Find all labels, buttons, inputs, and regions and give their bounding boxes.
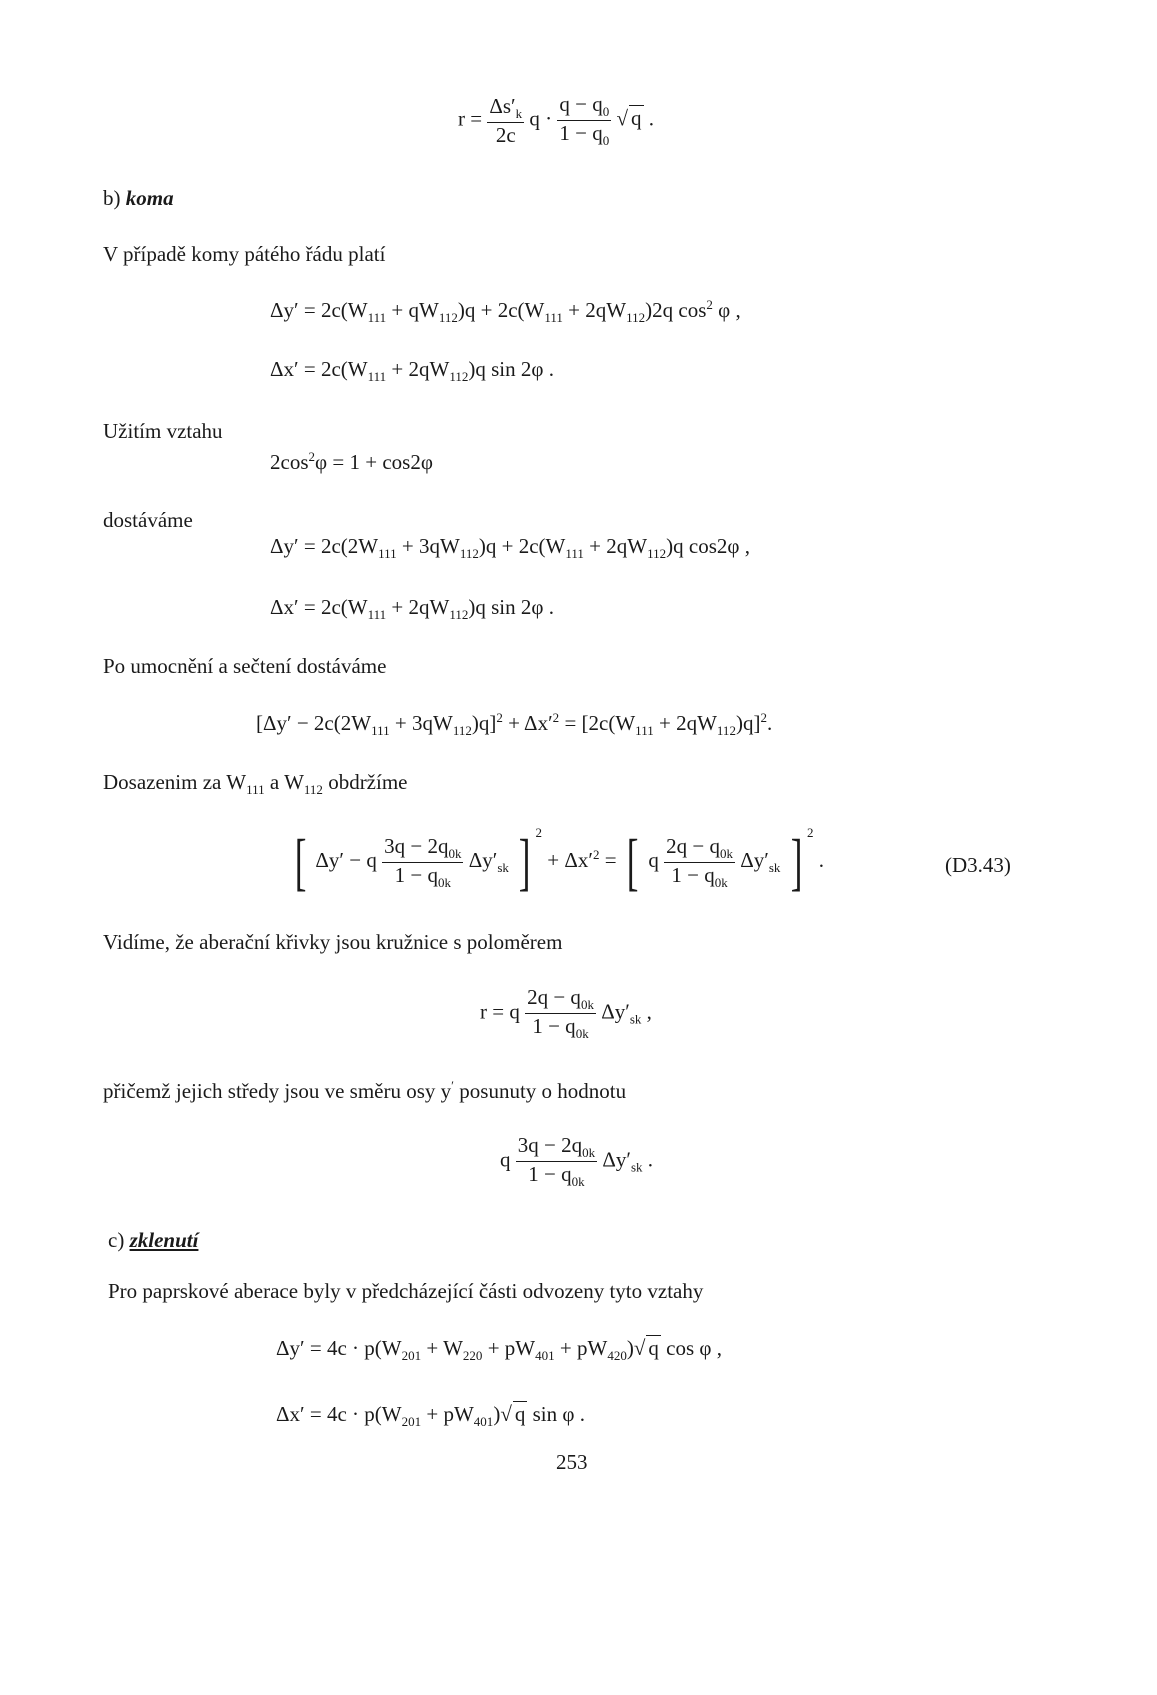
eq-text: . [766,711,773,735]
equation-d3-43 [290,825,824,898]
superscript: 2 [496,710,503,725]
subscript: 111 [367,310,387,326]
eq-text: + 2qW [583,534,648,558]
superscript: 2 [806,825,814,840]
sqrt-radicand: q [514,1402,526,1426]
equation-dx-field-curvature [276,1402,585,1430]
eq-text: 1 − q [528,1162,572,1187]
eq-text: 1 − q [559,121,603,146]
eq-text: + 2qW [386,595,450,619]
fraction [664,834,735,891]
subscript: 420 [607,1348,627,1364]
subscript: 112 [449,369,469,385]
superscript: 2 [535,825,542,840]
eq-text: + Δx′ [547,848,593,872]
eq-text: φ = 1 + cos2φ [315,450,433,474]
left-bracket: [ [294,826,307,898]
eq-text: = [604,848,617,872]
subscript: 201 [401,1348,422,1364]
eq-text: )2q cos [645,298,707,322]
superscript: 2 [592,847,600,862]
eq-text: Δy′ [468,848,498,872]
eq-text: )q] [471,711,497,735]
subscript: 0k [580,997,594,1013]
eq-text: ) [493,1402,501,1426]
eq-text: Δy′ [740,848,769,872]
subscript: 220 [462,1348,483,1364]
denominator [516,1161,597,1190]
fraction [516,1133,597,1190]
eq-text: 2q − q [666,833,720,858]
numerator [487,94,524,122]
section-prefix: c) [108,1228,125,1252]
equation-dy-expanded [270,534,750,562]
equation-radius [480,985,652,1042]
equation-label: (D3.43) [945,853,1011,877]
section-title: zklenutí [129,1228,199,1252]
superscript: 2 [706,297,713,312]
eq-text: Dosazenim za W [103,770,247,794]
subscript: 111 [544,310,563,326]
denominator [525,1013,596,1042]
eq-text: + pW [421,1402,474,1426]
subscript: 111 [367,607,387,623]
eq-text: q [648,848,659,872]
eq-text: )q + 2c(W [457,298,545,322]
subscript: 111 [367,369,387,385]
subscript: sk [629,1011,642,1027]
eq-text: q · [529,106,553,131]
section-heading-c [108,1228,198,1253]
denominator [382,862,463,891]
fraction [525,985,596,1042]
eq-text: q [500,1147,511,1172]
eq-text: . [818,848,824,872]
sqrt-symbol: √ [500,1402,512,1426]
sqrt-symbol: √ [633,1336,646,1360]
eq-text: + 2qW [653,711,717,735]
superscript: 2 [308,449,316,464]
subscript: 401 [535,1348,555,1364]
fraction [487,94,524,147]
eq-text: Δy′ [601,999,630,1024]
subscript: 0k [571,1174,585,1190]
eq-text: + Δx′ [502,711,553,735]
subscript: k [515,106,523,122]
superscript: ′ [451,1078,455,1093]
paragraph: Užitím vztahu [103,419,223,443]
equation-dx-repeat [270,595,554,623]
sqrt-radicand: q [648,1336,659,1360]
eq-text: q − q [559,92,603,116]
subscript: 0k [714,874,728,890]
equation-center-shift [500,1133,653,1190]
eq-text: [Δy′ − 2c(2W [256,711,372,735]
subscript: 112 [438,310,458,326]
numerator [382,834,463,862]
subscript: 0 [602,133,610,149]
eq-text: + 3qW [396,534,460,558]
equation-squared-sum [256,710,772,739]
eq-text: + 2qW [386,357,450,381]
subscript: 111 [378,546,397,562]
subscript: 112 [452,723,472,739]
eq-text: 1 − q [671,862,715,887]
paragraph [103,1078,626,1104]
eq-text: = [2c(W [559,711,636,735]
denominator [557,120,611,149]
subscript: sk [768,860,781,876]
eq-text: . [642,1147,654,1172]
eq-text: r = [458,106,483,131]
superscript: 2 [760,710,767,725]
equation-dy-field-curvature [276,1336,722,1364]
eq-text: 1 − q [532,1014,576,1039]
eq-text: + qW [386,298,439,322]
paragraph: dostáváme [103,508,193,532]
right-bracket: ] [518,826,531,898]
eq-text: r = q [480,999,520,1024]
paragraph: Po umocnění a sečtení dostáváme [103,654,387,678]
subscript: 111 [371,723,390,739]
eq-text: + pW [554,1336,608,1360]
page-number: 253 [556,1450,588,1474]
eq-text: 3q − 2q [517,1133,583,1157]
left-bracket: [ [626,826,639,898]
subscript: 112 [303,782,323,798]
eq-text: + 2qW [562,298,627,322]
subscript: 0k [719,845,733,861]
subscript: 0k [448,845,462,861]
denominator [664,862,735,891]
eq-text: 3q − 2q [384,833,449,858]
subscript: 112 [647,546,667,562]
eq-text: 2q − q [527,985,581,1009]
eq-text: přičemž jejich středy jsou ve směru osy y [103,1079,452,1103]
eq-text: Δy′ − q [315,848,377,872]
eq-text: )q sin 2φ . [468,595,554,619]
eq-text: posunuty o hodnotu [454,1079,627,1103]
eq-text: + 3qW [389,711,453,735]
eq-text: Δy′ = 2c(W [270,298,368,322]
section-prefix: b) [103,186,121,210]
paragraph: Vidíme, že aberační křivky jsou kružnice s poloměrem [103,930,563,954]
paragraph: Pro paprskové aberace byly v předcházející části odvozeny tyto vztahy [108,1279,704,1303]
eq-text: )q] [735,711,761,735]
subscript: 401 [473,1414,494,1430]
eq-text: , [641,999,652,1024]
equation-cos-identity [270,449,433,475]
numerator [516,1133,597,1161]
eq-text: cos φ , [660,1336,722,1360]
eq-text: a W [264,770,304,794]
section-heading-b [103,186,174,211]
eq-text: Δy′ [602,1147,631,1172]
subscript: 111 [565,546,584,562]
eq-text: Δx′ = 2c(W [270,595,368,619]
subscript: 112 [459,546,479,562]
numerator [525,985,596,1013]
eq-text: 2cos [270,450,309,474]
numerator [664,834,735,862]
eq-text: Δx′ = 2c(W [270,357,368,381]
denominator: 2c [487,122,524,147]
paragraph: V případě komy pátého řádu platí [103,242,386,266]
subscript: sk [630,1159,643,1175]
eq-text: )q + 2c(W [478,534,566,558]
subscript: 0k [437,874,451,890]
equation-dy-koma [270,297,741,326]
subscript: 112 [716,723,736,739]
eq-text: ) [626,1336,634,1360]
equation-r-spherical [458,92,654,149]
eq-text: )q cos2φ , [666,534,750,558]
eq-text: )q sin 2φ . [468,357,554,381]
eq-text: + W [421,1336,463,1360]
subscript: sk [497,860,509,876]
eq-text: Δx′ = 4c · p(W [276,1402,402,1426]
sqrt-symbol: √ [616,106,629,131]
eq-text: Δs′ [489,94,516,118]
eq-text: 1 − q [394,862,438,887]
eq-text: Δy′ = 2c(2W [270,534,379,558]
eq-text: . [648,106,655,131]
eq-text: obdržíme [322,770,408,794]
numerator [557,92,611,120]
subscript: 0k [582,1145,596,1161]
subscript: 112 [449,607,469,623]
eq-text: + pW [482,1336,536,1360]
subscript: 0k [575,1026,589,1042]
subscript: 111 [246,782,265,798]
sqrt-radicand: q [631,106,642,131]
eq-text: sin φ . [527,1402,585,1426]
right-bracket: ] [790,826,803,898]
subscript: 111 [635,723,654,739]
fraction [382,834,463,891]
eq-text: φ , [712,298,741,322]
equation-dx-koma [270,357,554,385]
subscript: 201 [401,1414,422,1430]
superscript: 2 [552,710,560,725]
paragraph [103,770,408,798]
subscript: 112 [626,310,646,326]
subscript: 0 [602,104,610,120]
section-title: koma [125,186,174,210]
fraction [557,92,611,149]
eq-text: Δy′ = 4c · p(W [276,1336,402,1360]
